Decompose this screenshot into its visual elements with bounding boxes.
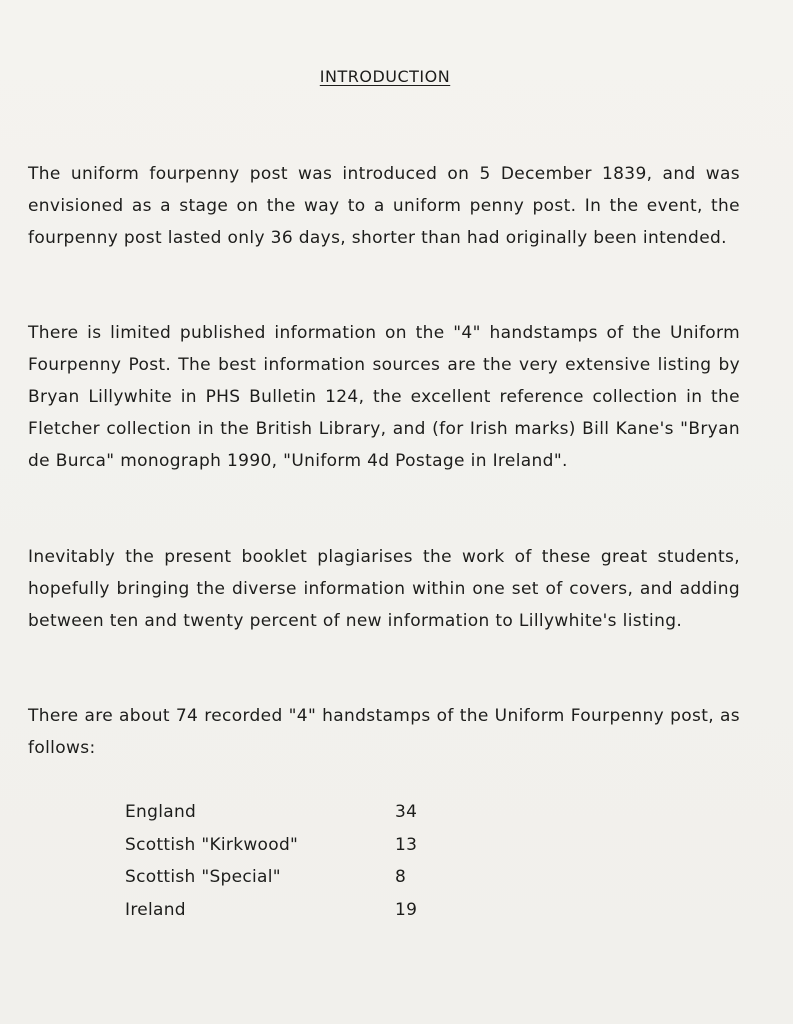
paragraph: The uniform fourpenny post was introduced on 5 December 1839, and was envisioned as a stage on the way to a uniform penny post. In the event, the fourpenny post lasted only 36 days, shorter than had originally been intended.: [28, 164, 740, 248]
region-count: 34: [395, 802, 418, 822]
region-name: Ireland: [125, 899, 186, 920]
handstamp-count-list: [125, 796, 425, 926]
list-item: [125, 829, 425, 862]
paragraph: There are about 74 recorded "4" handstamps of the Uniform Fourpenny post, as follows:: [28, 706, 740, 758]
region-name: England: [125, 802, 197, 822]
region-count: 13: [395, 834, 418, 855]
region-count: 8: [395, 867, 407, 887]
page-title: INTRODUCTION: [319, 67, 451, 86]
list-item: [125, 861, 425, 894]
list-item: [125, 894, 425, 927]
region-name: Scottish "Special": [125, 867, 281, 887]
region-count: 19: [395, 899, 418, 920]
paragraph: Inevitably the present booklet plagiarises the work of these great students, hopefully bringing the diverse information within one set of covers, and adding between ten and twenty percent of new information to Lillywhite's listing.: [28, 547, 740, 631]
region-name: Scottish "Kirkwood": [125, 834, 299, 855]
paragraph: There is limited published information on the "4" handstamps of the Uniform Fourpenny Post. The best information sources are the very extensive listing by Bryan Lillywhite in PHS Bulletin 124, the excellent reference collection in the Fletcher collection in the British Library, and (for Irish marks) Bill Kane's "Bryan de Burca" monograph 1990, "Uniform 4d Postage in Ireland".: [28, 323, 740, 471]
list-item: [125, 796, 425, 829]
